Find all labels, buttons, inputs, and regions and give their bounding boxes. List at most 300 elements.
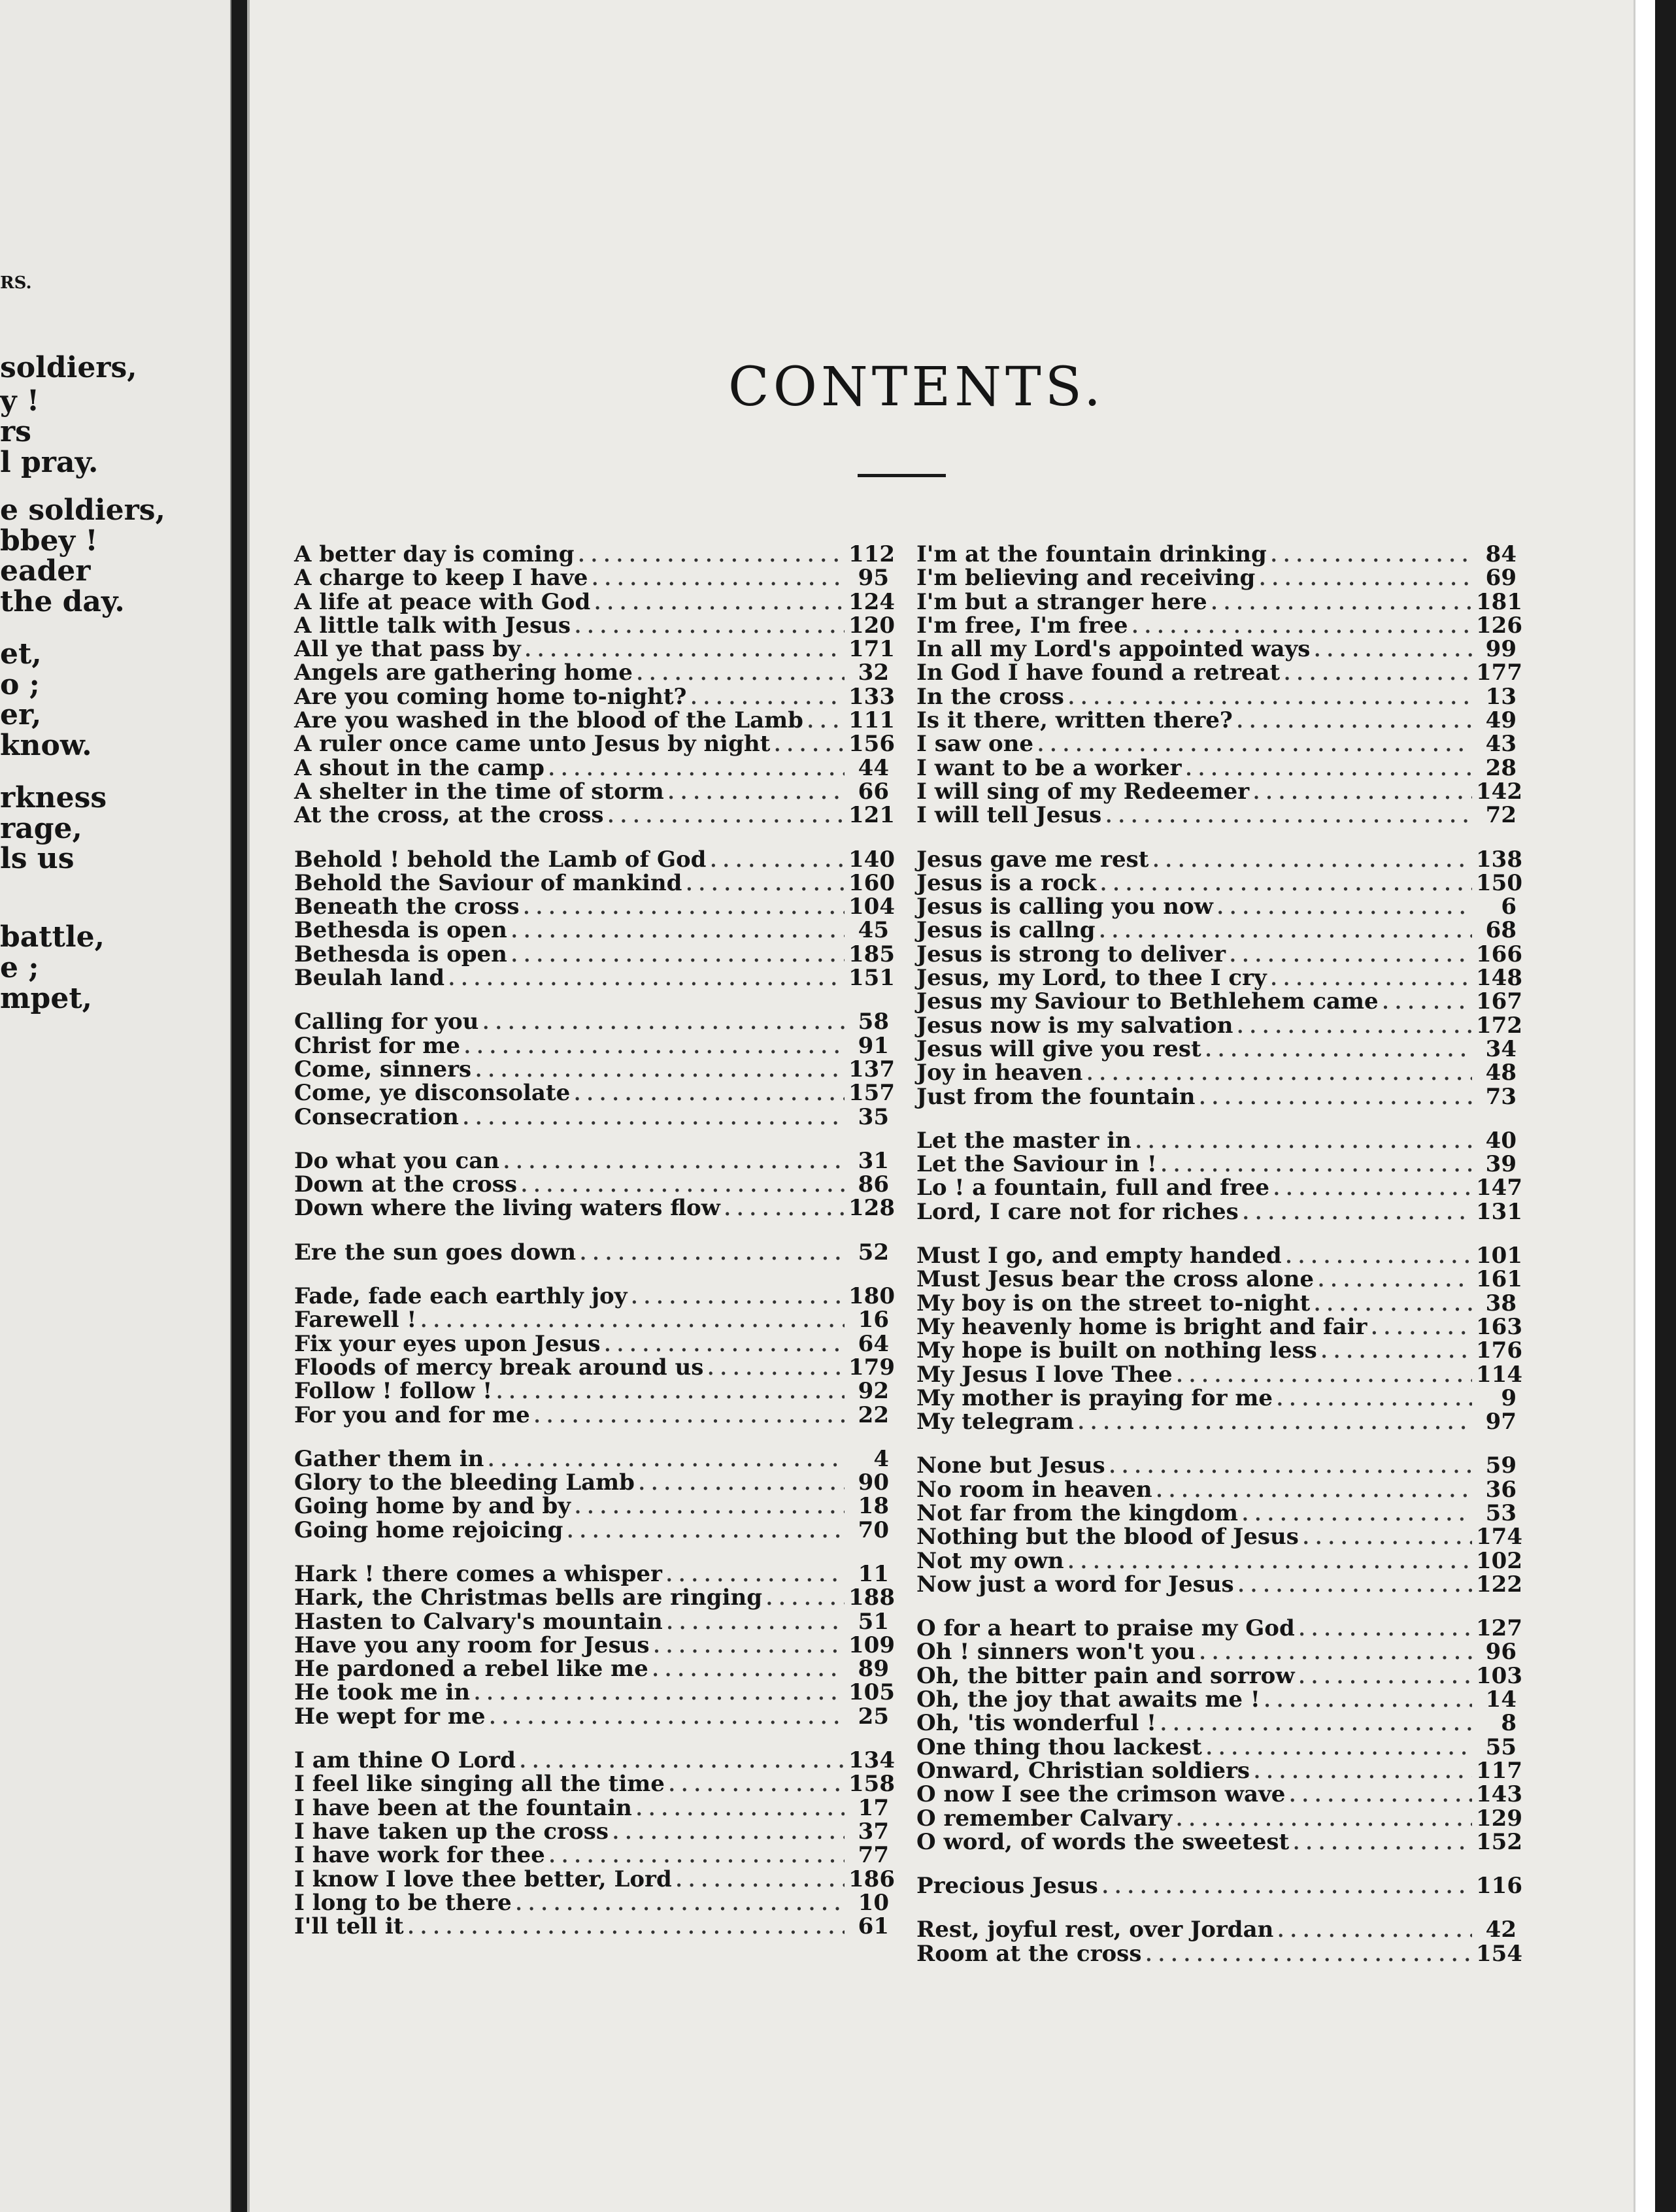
contents-group: [916, 1452, 1522, 1598]
hymn-title: A life at peace with God: [294, 588, 591, 615]
page-number: 116: [1476, 1873, 1522, 1900]
hymn-title: Now just a word for Jesus: [916, 1571, 1234, 1598]
page-number: 179: [848, 1354, 895, 1381]
dot-leader: [567, 1520, 845, 1543]
dot-leader: [637, 662, 845, 686]
contents-entry: [916, 1152, 1517, 1176]
dot-leader: [667, 1611, 845, 1635]
dot-leader: [1145, 1943, 1472, 1967]
page-number: 142: [1476, 778, 1522, 805]
dot-leader: [807, 710, 845, 733]
hymn-title: Joy in heaven: [916, 1060, 1083, 1086]
dot-leader: [1273, 1177, 1472, 1201]
contents-entry: [294, 541, 895, 567]
contents-entry: [916, 1337, 1522, 1364]
hymn-title: Behold the Saviour of mankind: [294, 869, 682, 896]
page-number: 91: [858, 1032, 889, 1059]
contents-entry: [294, 612, 895, 639]
page-number: 167: [1476, 988, 1522, 1015]
dot-leader: [1105, 805, 1472, 828]
contents-entry: [294, 1866, 895, 1892]
hymn-title: Jesus will give you rest: [916, 1035, 1201, 1062]
page-number: 103: [1476, 1662, 1522, 1689]
hymn-title: Not my own: [916, 1547, 1064, 1574]
dot-leader: [1371, 1316, 1472, 1340]
hymn-title: Let the master in: [916, 1127, 1131, 1154]
hymn-title: Christ for me: [294, 1032, 460, 1059]
page-number: 37: [858, 1818, 889, 1845]
page-number: 43: [1485, 731, 1517, 758]
left-page-text-line: know.: [0, 729, 92, 762]
contents-entry: [294, 707, 895, 734]
dot-leader: [1318, 1269, 1472, 1292]
hymn-title: Is it there, written there?: [916, 707, 1233, 734]
page-number: 55: [1485, 1734, 1517, 1760]
dot-leader: [1068, 1550, 1472, 1574]
hymn-title: Oh ! sinners won't you: [916, 1639, 1196, 1666]
page-number: 105: [848, 1679, 895, 1706]
dot-leader: [578, 544, 845, 567]
contents-entry: [916, 988, 1522, 1015]
contents-entry: [294, 1915, 889, 1938]
dot-leader: [1383, 991, 1472, 1014]
dot-leader: [1237, 710, 1472, 733]
left-page-text-line: the day.: [0, 585, 125, 618]
dot-leader: [1284, 662, 1472, 686]
dot-leader: [669, 1773, 845, 1797]
hymn-title: In God I have found a retreat: [916, 660, 1281, 686]
hymn-title: Fade, fade each earthly joy: [294, 1283, 628, 1310]
hymn-title: I'm but a stranger here: [916, 588, 1207, 615]
hymn-title: At the cross, at the cross: [294, 802, 604, 829]
page-number: 157: [848, 1080, 895, 1107]
dot-leader: [523, 896, 845, 920]
contents-entry: [916, 1386, 1517, 1410]
hymn-title: Room at the cross: [916, 1940, 1142, 1967]
hymn-title: Beulah land: [294, 965, 445, 992]
dot-leader: [475, 1059, 845, 1082]
contents-entry: [294, 566, 889, 590]
page-number: 89: [858, 1656, 889, 1683]
dot-leader: [511, 920, 845, 943]
contents-entry: [294, 683, 895, 710]
page-number: 52: [858, 1239, 889, 1265]
contents-entry: [294, 1796, 889, 1820]
contents-entry: [294, 1584, 895, 1611]
page-number: 151: [848, 965, 895, 992]
dot-leader: [1100, 873, 1472, 896]
page-number: 114: [1476, 1361, 1522, 1388]
dot-leader: [448, 967, 845, 991]
contents-entry: [916, 1805, 1522, 1832]
page-number: 66: [858, 778, 889, 805]
page-number: 163: [1476, 1313, 1522, 1340]
contents-entry: [294, 1705, 889, 1728]
hymn-title: One thing thou lackest: [916, 1734, 1202, 1760]
left-page-text-line: mpet,: [0, 982, 92, 1015]
page-number: 38: [1485, 1290, 1517, 1316]
page-number: 68: [1485, 917, 1517, 944]
left-page-fragment: [0, 0, 231, 2212]
contents-entry: [916, 1061, 1517, 1084]
contents-entry: [916, 1012, 1522, 1039]
hymn-title: O word, of words the sweetest: [916, 1828, 1290, 1855]
contents-entry: [294, 1173, 889, 1196]
hymn-title: My Jesus I love Thee: [916, 1361, 1173, 1388]
page-number: 122: [1476, 1571, 1522, 1598]
left-page-text-line: e soldiers,: [0, 494, 165, 527]
contents-entry: [916, 732, 1517, 756]
left-page-text-line: RS.: [0, 273, 32, 293]
contents-entry: [916, 1085, 1517, 1109]
hymn-title: O now I see the crimson wave: [916, 1781, 1286, 1808]
contents-group: [294, 846, 895, 992]
contents-entry: [294, 1241, 889, 1264]
contents-entry: [294, 846, 895, 873]
hymn-title: Bethesda is open: [294, 941, 507, 967]
contents-entry: [294, 1843, 889, 1867]
page-number: 13: [1485, 683, 1517, 710]
dot-leader: [1152, 849, 1472, 873]
contents-entry: [916, 1873, 1522, 1900]
page-number: 131: [1476, 1198, 1522, 1225]
hymn-title: I will tell Jesus: [916, 802, 1102, 829]
page-number: 58: [858, 1009, 889, 1035]
hymn-title: I feel like singing all the time: [294, 1771, 665, 1798]
page-number: 137: [848, 1056, 895, 1082]
hymn-title: Jesus is calling you now: [916, 894, 1213, 920]
contents-entry: [916, 1940, 1522, 1967]
hymn-title: Must Jesus bear the cross alone: [916, 1266, 1315, 1293]
hymn-title: I have taken up the cross: [294, 1818, 609, 1845]
hymn-title: Hasten to Calvary's mountain: [294, 1608, 663, 1635]
dot-leader: [534, 1405, 845, 1428]
hymn-title: My heavenly home is bright and fair: [916, 1313, 1367, 1340]
page-number: 174: [1476, 1524, 1522, 1550]
contents-group: [916, 1127, 1522, 1225]
hymn-title: Behold ! behold the Lamb of God: [294, 846, 707, 873]
hymn-title: I want to be a worker: [916, 754, 1182, 781]
contents-entry: [916, 1781, 1522, 1808]
contents-group: [294, 1009, 895, 1130]
dot-leader: [1242, 1503, 1472, 1526]
page-number: 102: [1476, 1547, 1522, 1574]
dot-leader: [1078, 1411, 1472, 1435]
dot-leader: [420, 1309, 845, 1333]
hymn-title: Rest, joyful rest, over Jordan: [916, 1917, 1274, 1943]
dot-leader: [612, 1821, 845, 1845]
page-number: 138: [1476, 846, 1522, 873]
contents-entry: [916, 637, 1517, 661]
contents-entry: [294, 1403, 889, 1427]
hymn-title: Hark ! there comes a whisper: [294, 1560, 662, 1587]
dot-leader: [639, 1472, 845, 1496]
page-number: 17: [858, 1794, 889, 1821]
hymn-title: I have work for thee: [294, 1842, 545, 1869]
hymn-title: I'm free, I'm free: [916, 612, 1128, 639]
dot-leader: [1277, 1919, 1472, 1943]
contents-entry: [294, 1105, 889, 1129]
contents-entry: [916, 1292, 1517, 1315]
contents-entry: [294, 1379, 889, 1403]
contents-entry: [916, 1037, 1517, 1061]
contents-entry: [916, 1243, 1522, 1269]
dot-leader: [1086, 1062, 1472, 1086]
page-title: CONTENTS.: [728, 356, 1105, 418]
dot-leader: [463, 1107, 845, 1130]
hymn-title: Are you washed in the blood of the Lamb: [294, 707, 803, 734]
contents-entry: [294, 869, 895, 896]
dot-leader: [1206, 1737, 1472, 1760]
contents-group: [294, 1241, 889, 1264]
contents-entry: [916, 1129, 1517, 1152]
page-number: 124: [848, 588, 895, 615]
dot-leader: [1259, 567, 1472, 591]
dot-leader: [1132, 615, 1472, 639]
dot-leader: [525, 639, 845, 662]
contents-entry: [294, 1354, 895, 1381]
hymn-title: I'll tell it: [294, 1913, 404, 1940]
contents-entry: [916, 612, 1522, 639]
contents-group: [294, 541, 895, 829]
contents-entry: [294, 588, 895, 615]
contents-entry: [294, 1891, 889, 1915]
page-number: 11: [858, 1560, 889, 1587]
page-number: 44: [858, 754, 889, 781]
contents-entry: [294, 1332, 889, 1356]
contents-entry: [294, 1080, 895, 1107]
hymn-title: I will sing of my Redeemer: [916, 778, 1250, 805]
hymn-title: He pardoned a rebel like me: [294, 1656, 648, 1683]
hymn-title: For you and for me: [294, 1401, 530, 1428]
page-number: 97: [1485, 1409, 1517, 1435]
hymn-title: A shout in the camp: [294, 754, 545, 781]
page-number: 6: [1501, 894, 1517, 920]
dot-leader: [707, 1357, 845, 1381]
dot-leader: [666, 1564, 845, 1587]
hymn-title: Hark, the Christmas bells are ringing: [294, 1584, 762, 1611]
page-number: 48: [1485, 1060, 1517, 1086]
hymn-title: Nothing but the blood of Jesus: [916, 1524, 1299, 1550]
page-number: 127: [1476, 1615, 1522, 1642]
page-number: 96: [1485, 1639, 1517, 1666]
dot-leader: [1068, 686, 1472, 710]
page-number: 177: [1476, 660, 1522, 686]
hymn-title: I have been at the fountain: [294, 1794, 632, 1821]
contents-group: [916, 1615, 1522, 1855]
dot-leader: [1303, 1526, 1472, 1550]
left-page-text-line: ls us: [0, 842, 75, 875]
hymn-title: In the cross: [916, 683, 1064, 710]
contents-entry: [916, 588, 1522, 615]
contents-column-right: [916, 541, 1522, 1986]
page-number: 28: [1485, 754, 1517, 781]
hymn-title: Ere the sun goes down: [294, 1239, 577, 1265]
page-edge: [1634, 0, 1655, 2212]
dot-leader: [1156, 1479, 1472, 1503]
contents-entry: [294, 965, 895, 992]
dot-leader: [489, 1706, 845, 1730]
page-number: 156: [848, 731, 895, 758]
dot-leader: [1211, 592, 1472, 615]
contents-entry: [294, 780, 889, 803]
hymn-title: I'm believing and receiving: [916, 565, 1256, 592]
hymn-title: I long to be there: [294, 1889, 512, 1916]
page-number: 16: [858, 1307, 889, 1333]
contents-entry: [294, 731, 895, 758]
hymn-title: Must I go, and empty handed: [916, 1243, 1282, 1269]
contents-entry: [916, 778, 1522, 805]
dot-leader: [548, 758, 845, 781]
page-number: 14: [1485, 1686, 1517, 1713]
contents-entry: [916, 1662, 1522, 1689]
dot-leader: [608, 805, 845, 828]
left-page-text-line: bbey !: [0, 524, 98, 558]
page-number: 90: [858, 1469, 889, 1496]
hymn-title: A better day is coming: [294, 541, 575, 567]
contents-entry: [916, 1175, 1522, 1201]
page-number: 181: [1476, 588, 1522, 615]
hymn-title: Going home by and by: [294, 1493, 571, 1520]
left-page-text-line: rs: [0, 415, 31, 448]
hymn-title: Jesus is callng: [916, 917, 1096, 944]
contents-entry: [294, 1447, 889, 1471]
dot-leader: [1160, 1713, 1472, 1736]
page-number: 35: [858, 1103, 889, 1130]
hymn-title: Consecration: [294, 1103, 459, 1130]
contents-entry: [916, 566, 1517, 590]
contents-entry: [916, 941, 1522, 967]
left-page-text-line: eader: [0, 554, 91, 588]
page-number: 111: [848, 707, 895, 734]
hymn-title: None but Jesus: [916, 1452, 1105, 1479]
contents-group: [294, 1147, 895, 1222]
contents-group: [916, 1917, 1522, 1967]
page-number: 104: [848, 894, 895, 920]
contents-entry: [916, 1524, 1522, 1550]
left-page-text-line: er,: [0, 698, 42, 731]
hymn-title: Glory to the bleeding Lamb: [294, 1469, 635, 1496]
hymn-title: Going home rejoicing: [294, 1517, 563, 1543]
hymn-title: Calling for you: [294, 1009, 479, 1035]
contents-entry: [294, 636, 895, 663]
dot-leader: [575, 615, 845, 639]
dot-leader: [594, 592, 845, 615]
page-number: 40: [1485, 1127, 1517, 1154]
contents-entry: [294, 1471, 889, 1494]
contents-entry: [916, 1640, 1517, 1664]
hymn-title: Onward, Christian soldiers: [916, 1757, 1250, 1784]
hymn-title: He wept for me: [294, 1703, 486, 1730]
contents-entry: [294, 1034, 889, 1058]
dot-leader: [1299, 1618, 1472, 1641]
dot-leader: [710, 849, 845, 873]
hymn-title: Jesus is a rock: [916, 869, 1097, 896]
left-page-text-line: l pray.: [0, 446, 99, 479]
dot-leader: [668, 781, 845, 805]
contents-entry: [916, 869, 1522, 896]
page-number: 128: [848, 1195, 895, 1222]
dot-leader: [1289, 1784, 1472, 1807]
hymn-title: Farewell !: [294, 1307, 417, 1333]
contents-group: [294, 1560, 895, 1730]
dot-leader: [574, 1082, 845, 1106]
dot-leader: [1264, 1689, 1472, 1713]
page-number: 186: [848, 1866, 895, 1892]
hymn-title: Oh, 'tis wonderful !: [916, 1710, 1157, 1737]
page-number: 69: [1485, 565, 1517, 592]
dot-leader: [652, 1658, 845, 1682]
contents-entry: [916, 685, 1517, 709]
contents-column-left: [294, 541, 895, 1958]
dot-leader: [516, 1892, 845, 1916]
contents-entry: [294, 1657, 889, 1681]
dot-leader: [724, 1198, 845, 1221]
page-number: 120: [848, 612, 895, 639]
hymn-title: Jesus my Saviour to Bethlehem came: [916, 988, 1379, 1015]
page-number: 140: [848, 846, 895, 873]
contents-entry: [916, 1313, 1522, 1340]
contents-entry: [294, 661, 889, 684]
dot-leader: [580, 1242, 845, 1265]
contents-entry: [294, 1679, 895, 1706]
dot-leader: [482, 1011, 845, 1035]
contents-group: [916, 1243, 1522, 1435]
dot-leader: [1176, 1808, 1472, 1832]
left-page-text-line: soldiers,: [0, 351, 137, 384]
dot-leader: [1299, 1666, 1472, 1689]
dot-leader: [592, 567, 845, 591]
page-number: 154: [1476, 1940, 1522, 1967]
page-number: 36: [1485, 1476, 1517, 1503]
dot-leader: [1109, 1455, 1472, 1479]
hymn-title: I know I love thee better, Lord: [294, 1866, 672, 1892]
dot-leader: [1237, 1015, 1472, 1039]
contents-entry: [294, 1010, 889, 1033]
page-number: 18: [858, 1493, 889, 1520]
hymn-title: Do what you can: [294, 1147, 500, 1174]
contents-entry: [916, 1918, 1517, 1941]
page-number: 86: [858, 1171, 889, 1198]
dot-leader: [488, 1449, 845, 1472]
dot-leader: [1102, 1875, 1472, 1899]
page-number: 45: [858, 917, 889, 944]
dot-leader: [408, 1916, 845, 1939]
page-number: 70: [858, 1517, 889, 1543]
contents-entry: [916, 756, 1517, 780]
page-number: 64: [858, 1330, 889, 1357]
page-number: 133: [848, 683, 895, 710]
dot-leader: [1199, 1641, 1472, 1665]
dot-leader: [503, 1150, 845, 1174]
dot-leader: [1217, 896, 1472, 920]
dot-leader: [464, 1035, 845, 1059]
page-number: 59: [1485, 1452, 1517, 1479]
page-number: 166: [1476, 941, 1522, 967]
contents-entry: [916, 1266, 1522, 1293]
left-page-text-line: et,: [0, 637, 42, 671]
hymn-title: A little talk with Jesus: [294, 612, 571, 639]
contents-entry: [294, 1747, 895, 1774]
dot-leader: [1177, 1364, 1472, 1388]
contents-entry: [294, 1771, 895, 1798]
dot-leader: [1186, 758, 1472, 781]
hymn-title: A ruler once came unto Jesus by night: [294, 731, 771, 758]
page-number: 32: [858, 660, 889, 686]
contents-entry: [294, 1562, 889, 1586]
contents-entry: [294, 1632, 895, 1658]
hymn-title: Jesus now is my salvation: [916, 1012, 1233, 1039]
